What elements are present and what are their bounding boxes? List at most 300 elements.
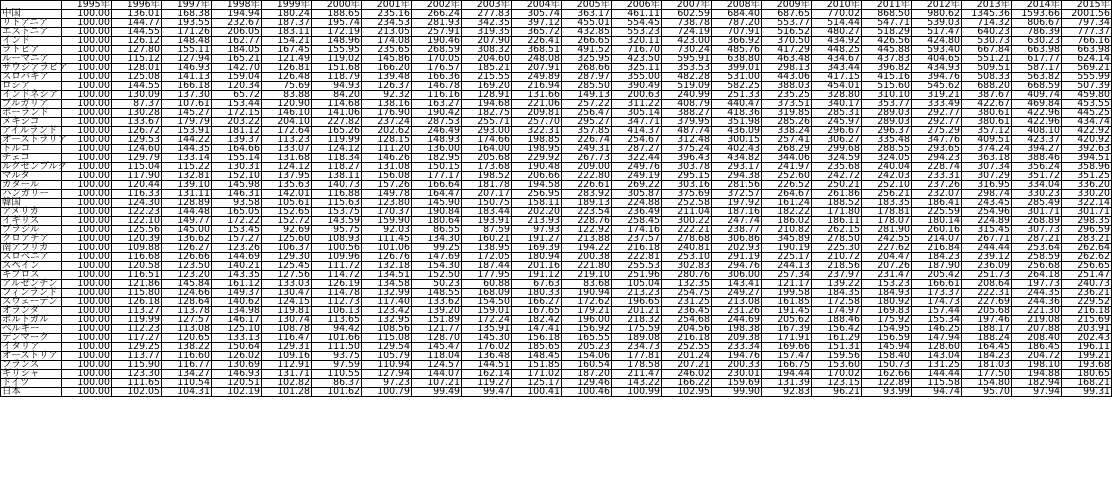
value-cell: 129.79 (112, 154, 162, 163)
country-cell: ドイツ (1, 379, 62, 388)
value-cell: 112.73 (312, 298, 362, 307)
value-cell: 330.20 (1062, 190, 1112, 199)
value-cell: 117.27 (112, 334, 162, 343)
value-cell: 127.94 (362, 370, 412, 379)
value-cell: 176.90 (362, 109, 412, 118)
value-cell: 145.98 (212, 181, 262, 190)
value-cell: 355.00 (612, 73, 662, 82)
value-cell: 208.64 (962, 280, 1012, 289)
value-cell: 226.41 (512, 37, 562, 46)
value-cell: 138.11 (312, 172, 362, 181)
value-cell: 189.13 (562, 199, 612, 208)
value-cell: 319.35 (462, 28, 512, 37)
value-cell: 157.27 (212, 235, 262, 244)
value-cell: 237.97 (812, 271, 862, 280)
value-cell: 180.33 (512, 289, 562, 298)
value-cell: 100.00 (62, 127, 112, 136)
value-cell: 126.18 (112, 298, 162, 307)
value-cell: 133.62 (412, 298, 462, 307)
value-cell: 281.90 (862, 226, 912, 235)
value-cell: 146.31 (212, 190, 262, 199)
value-cell: 366.92 (712, 37, 762, 46)
value-cell: 164.45 (962, 343, 1012, 352)
value-cell: 315.45 (962, 226, 1012, 235)
value-cell: 161.24 (762, 199, 812, 208)
value-cell: 252.55 (662, 343, 712, 352)
value-cell: 387.67 (962, 91, 1012, 100)
value-cell: 86.55 (412, 226, 462, 235)
value-cell: 118.04 (412, 352, 462, 361)
value-cell: 514.44 (812, 19, 862, 28)
value-cell: 153.45 (212, 226, 262, 235)
value-cell: 242.55 (862, 235, 912, 244)
value-cell: 182.94 (1012, 379, 1062, 388)
value-cell: 311.22 (612, 100, 662, 109)
value-cell: 554.45 (612, 19, 662, 28)
value-cell: 228.76 (562, 217, 612, 226)
value-cell: 539.03 (912, 19, 962, 28)
value-cell: 240.73 (1062, 280, 1112, 289)
value-cell: 147.94 (912, 334, 962, 343)
value-cell: 100.00 (62, 73, 112, 82)
value-cell: 164.66 (212, 145, 262, 154)
value-cell: 285.49 (1012, 199, 1062, 208)
value-cell: 300.22 (662, 217, 712, 226)
value-cell: 185.65 (512, 343, 562, 352)
value-cell: 264.67 (762, 190, 812, 199)
value-cell: 294.76 (712, 262, 762, 271)
value-cell: 177.81 (612, 352, 662, 361)
value-cell: 119.27 (462, 379, 512, 388)
value-cell: 766.16 (1062, 37, 1112, 46)
value-cell: 100.00 (62, 361, 112, 370)
value-cell: 139.10 (162, 181, 212, 190)
value-cell: 124.12 (312, 145, 362, 154)
value-cell: 312.48 (662, 136, 712, 145)
value-cell: 445.88 (862, 46, 912, 55)
country-cell: キプロス (1, 271, 62, 280)
value-cell: 225.17 (762, 253, 812, 262)
value-cell: 83.88 (262, 91, 312, 100)
value-cell: 324.05 (862, 154, 912, 163)
value-cell: 92.03 (362, 226, 412, 235)
value-cell: 133.07 (262, 145, 312, 154)
country-cell: カタール (1, 181, 62, 190)
value-cell: 223.54 (562, 208, 612, 217)
value-cell: 345.89 (762, 235, 812, 244)
value-cell: 177.95 (462, 271, 512, 280)
value-cell: 207.17 (462, 190, 512, 199)
country-cell: ロシア (1, 82, 62, 91)
year-header: 2014年 (1012, 1, 1062, 10)
value-cell: 232.07 (912, 190, 962, 199)
value-cell: 119.99 (112, 316, 162, 325)
value-cell: 111.20 (362, 145, 412, 154)
value-cell: 281.93 (412, 19, 462, 28)
value-cell: 130.09 (112, 91, 162, 100)
value-cell: 222.21 (662, 226, 712, 235)
value-cell: 233.31 (912, 172, 962, 181)
value-cell: 188.24 (962, 334, 1012, 343)
value-cell: 115.63 (312, 199, 362, 208)
value-cell: 117.90 (112, 172, 162, 181)
value-cell: 152.50 (412, 271, 462, 280)
value-cell: 227.62 (862, 244, 912, 253)
value-cell: 278.68 (662, 235, 712, 244)
value-cell: 131.11 (162, 190, 212, 199)
value-cell: 397.12 (512, 19, 562, 28)
value-cell: 148.96 (312, 37, 362, 46)
value-cell: 260.16 (912, 226, 962, 235)
value-cell: 256.47 (562, 109, 612, 118)
value-cell: 50.23 (412, 280, 462, 289)
value-cell: 183.11 (262, 28, 312, 37)
value-cell: 240.99 (662, 91, 712, 100)
value-cell: 131.39 (762, 379, 812, 388)
value-cell: 215.69 (1062, 316, 1112, 325)
value-cell: 151.31 (812, 343, 862, 352)
value-cell: 236.09 (962, 262, 1012, 271)
value-cell: 415.16 (862, 73, 912, 82)
value-cell: 153.91 (162, 127, 212, 136)
value-cell: 124.15 (262, 298, 312, 307)
country-cell: ルーマニア (1, 55, 62, 64)
value-cell: 237.57 (612, 235, 662, 244)
value-cell: 306.00 (712, 271, 762, 280)
value-cell: 200.38 (562, 253, 612, 262)
value-cell: 111.65 (112, 379, 162, 388)
value-cell: 295.15 (662, 172, 712, 181)
value-cell: 113.23 (262, 136, 312, 145)
value-cell: 198.52 (462, 172, 512, 181)
value-cell: 175.59 (612, 325, 662, 334)
value-cell: 256.21 (862, 190, 912, 199)
value-cell: 105.79 (362, 352, 412, 361)
value-cell: 255.71 (462, 118, 512, 127)
value-cell: 246.49 (412, 127, 462, 136)
country-cell: ギリシャ (1, 370, 62, 379)
value-cell: 663.98 (1012, 46, 1062, 55)
value-cell: 181.78 (462, 181, 512, 190)
value-cell: 160.21 (462, 235, 512, 244)
value-cell: 216.84 (912, 244, 962, 253)
value-cell: 125.08 (112, 73, 162, 82)
value-cell: 176.02 (462, 343, 512, 352)
value-cell: 167.39 (762, 325, 812, 334)
year-header: 2000年 (312, 1, 362, 10)
value-cell: 171.91 (762, 334, 812, 343)
value-cell: 191.12 (512, 271, 562, 280)
value-cell: 204.47 (862, 253, 912, 262)
value-cell: 183.35 (862, 199, 912, 208)
value-cell: 295.27 (562, 118, 612, 127)
value-cell: 547.71 (862, 19, 912, 28)
value-cell: 94.74 (912, 388, 962, 397)
value-cell: 124.57 (412, 361, 462, 370)
value-cell: 305.14 (612, 109, 662, 118)
value-cell: 303.16 (662, 181, 712, 190)
value-cell: 100.00 (62, 370, 112, 379)
value-cell: 236.49 (612, 208, 662, 217)
value-cell: 228.74 (912, 163, 962, 172)
value-cell: 159.69 (712, 379, 762, 388)
value-cell: 249.76 (612, 163, 662, 172)
value-cell: 208.40 (1012, 334, 1062, 343)
value-cell: 344.06 (762, 154, 812, 163)
value-cell: 372.57 (712, 190, 762, 199)
value-cell: 684.40 (712, 10, 762, 19)
value-cell: 172.24 (462, 316, 512, 325)
country-cell: ルクセンブルク (2, 161, 67, 172)
value-cell: 244.69 (712, 316, 762, 325)
value-cell: 135.91 (462, 325, 512, 334)
value-cell: 166.27 (512, 298, 562, 307)
value-cell: 167.45 (262, 46, 312, 55)
value-cell: 301.71 (1012, 208, 1062, 217)
value-cell: 519.09 (662, 82, 712, 91)
value-cell: 122.89 (862, 379, 912, 388)
value-cell: 202.93 (712, 244, 762, 253)
value-cell: 172.62 (562, 298, 612, 307)
value-cell: 195.74 (312, 19, 362, 28)
value-cell: 165.55 (562, 334, 612, 343)
value-cell: 307.73 (1012, 226, 1062, 235)
value-cell: 453.55 (1062, 100, 1112, 109)
value-cell: 95.70 (962, 388, 1012, 397)
value-cell: 113.27 (112, 307, 162, 316)
value-cell: 100.46 (562, 388, 612, 397)
value-cell: 100.00 (62, 64, 112, 73)
value-cell: 205.23 (562, 343, 612, 352)
value-cell: 159.56 (812, 352, 862, 361)
value-cell: 146.17 (212, 316, 262, 325)
country-cell: トルコ (1, 145, 62, 154)
value-cell: 145.90 (412, 199, 462, 208)
country-cell: アメリカ (1, 208, 62, 217)
value-cell: 216.18 (612, 244, 662, 253)
value-cell: 142.70 (212, 64, 262, 73)
country-cell: マルタ (1, 172, 62, 181)
value-cell: 100.00 (62, 172, 112, 181)
year-header: 2002年 (412, 1, 462, 10)
value-cell: 145.84 (162, 280, 212, 289)
value-cell: 132.95 (362, 316, 412, 325)
value-cell: 197.46 (962, 316, 1012, 325)
value-cell: 251.33 (712, 91, 762, 100)
value-cell: 436.09 (712, 127, 762, 136)
value-cell: 191.45 (762, 307, 812, 316)
value-cell: 122.10 (112, 217, 162, 226)
value-cell: 136.00 (412, 145, 462, 154)
value-cell: 257.70 (512, 118, 562, 127)
value-cell: 203.22 (212, 118, 262, 127)
year-header: 1996年 (112, 1, 162, 10)
value-cell: 417.29 (762, 46, 812, 55)
value-cell: 186.45 (1012, 343, 1062, 352)
value-cell: 184.23 (962, 352, 1012, 361)
value-cell: 123.26 (212, 244, 262, 253)
value-cell: 130.47 (262, 289, 312, 298)
country-cell: 南アフリカ (1, 244, 62, 253)
value-cell: 141.13 (162, 73, 212, 82)
value-cell: 143.04 (912, 352, 962, 361)
value-cell: 166.36 (412, 73, 462, 82)
value-cell: 144.44 (912, 370, 962, 379)
value-cell: 148.93 (412, 136, 462, 145)
value-cell: 140.21 (212, 262, 262, 271)
country-cell: ブルガリア (1, 100, 62, 109)
value-cell: 188.52 (812, 199, 862, 208)
value-cell: 127.94 (162, 55, 212, 64)
value-cell: 120.39 (112, 235, 162, 244)
value-cell: 319.21 (912, 91, 962, 100)
value-cell: 145.27 (162, 109, 212, 118)
value-cell: 132.35 (662, 280, 712, 289)
value-cell: 194.44 (762, 370, 812, 379)
value-cell: 67.63 (512, 280, 562, 289)
value-cell: 119.99 (312, 136, 362, 145)
value-cell: 213.05 (362, 28, 412, 37)
value-cell: 264.18 (1012, 271, 1062, 280)
value-cell: 120.44 (112, 181, 162, 190)
value-cell: 553.23 (612, 28, 662, 37)
value-cell: 117.40 (362, 298, 412, 307)
value-cell: 143.22 (612, 379, 662, 388)
value-cell: 93.58 (212, 199, 262, 208)
country-cell: オーストリア (1, 352, 62, 361)
value-cell: 116.77 (162, 361, 212, 370)
value-cell: 180.94 (512, 253, 562, 262)
value-cell: 249.27 (712, 289, 762, 298)
value-cell: 109.16 (262, 352, 312, 361)
value-cell: 277.83 (462, 10, 512, 19)
value-cell: 154.95 (862, 325, 912, 334)
value-cell: 420.92 (1062, 136, 1112, 145)
value-cell: 235.65 (362, 46, 412, 55)
value-cell: 197.92 (712, 199, 762, 208)
value-cell: 240.04 (862, 163, 912, 172)
value-cell: 116.88 (312, 190, 362, 199)
value-cell: 151.68 (312, 64, 362, 73)
value-cell: 2001.56 (1062, 10, 1112, 19)
value-cell: 170.02 (812, 370, 862, 379)
value-cell: 485.76 (712, 46, 762, 55)
value-cell: 100.00 (62, 334, 112, 343)
value-cell: 714.32 (962, 19, 1012, 28)
value-cell: 388.27 (662, 109, 712, 118)
value-cell: 408.79 (662, 100, 712, 109)
value-cell: 124.12 (262, 163, 312, 172)
value-cell: 60.88 (462, 280, 512, 289)
value-cell: 126.12 (112, 37, 162, 46)
value-cell: 226.61 (562, 181, 612, 190)
value-cell: 100.00 (62, 10, 112, 19)
value-cell: 171.02 (512, 370, 562, 379)
value-cell: 100.00 (62, 118, 112, 127)
value-cell: 107.61 (162, 100, 212, 109)
value-cell: 280.76 (662, 271, 712, 280)
value-cell: 306.27 (812, 136, 862, 145)
country-cell: ベルギー (1, 325, 62, 334)
value-cell: 388.03 (762, 82, 812, 91)
value-cell: 126.76 (362, 253, 412, 262)
year-header: 1999年 (262, 1, 312, 10)
value-cell: 116.68 (112, 253, 162, 262)
value-cell: 469.84 (1012, 100, 1062, 109)
value-cell: 422.92 (1062, 127, 1112, 136)
value-cell: 396.82 (862, 64, 912, 73)
year-header: 2013年 (962, 1, 1012, 10)
value-cell: 455.01 (562, 19, 612, 28)
country-cell: スウェーデン (1, 298, 62, 307)
value-cell: 190.42 (412, 109, 462, 118)
value-cell: 211.04 (662, 208, 712, 217)
value-cell: 258.59 (1012, 253, 1062, 262)
value-cell: 99.49 (412, 388, 462, 397)
value-cell: 142.01 (262, 190, 312, 199)
value-cell: 143.35 (212, 271, 262, 280)
value-cell: 145.47 (412, 343, 462, 352)
value-cell: 166.18 (162, 82, 212, 91)
value-cell: 100.00 (62, 145, 112, 154)
value-cell: 409.74 (1012, 91, 1062, 100)
value-cell: 144.22 (162, 136, 212, 145)
value-cell: 667.84 (962, 46, 1012, 55)
value-cell: 139.22 (812, 280, 862, 289)
value-cell: 119.81 (262, 307, 312, 316)
value-cell: 169.20 (462, 82, 512, 91)
value-cell: 116.33 (112, 190, 162, 199)
value-cell: 174.97 (812, 307, 862, 316)
value-cell: 145.86 (362, 55, 412, 64)
value-cell: 132.81 (162, 172, 212, 181)
value-cell: 275.29 (912, 127, 962, 136)
value-cell: 205.68 (962, 307, 1012, 316)
value-cell: 293.17 (712, 163, 762, 172)
value-cell: 207.88 (1012, 325, 1062, 334)
value-cell: 123.15 (812, 379, 862, 388)
value-cell: 242.03 (862, 172, 912, 181)
value-cell: 110.55 (312, 370, 362, 379)
value-cell: 111.50 (312, 343, 362, 352)
value-cell: 99.47 (462, 388, 512, 397)
value-cell: 187.16 (712, 208, 762, 217)
value-cell: 507.39 (1062, 82, 1112, 91)
value-cell: 374.24 (962, 145, 1012, 154)
value-cell: 100.00 (62, 298, 112, 307)
value-cell: 159.04 (212, 73, 262, 82)
value-cell: 333.49 (912, 100, 962, 109)
value-cell: 92.83 (762, 388, 812, 397)
value-cell: 593.40 (912, 46, 962, 55)
value-cell: 289.03 (862, 118, 912, 127)
value-cell: 172.15 (212, 109, 262, 118)
value-cell: 707.91 (712, 28, 762, 37)
year-header: 2011年 (862, 1, 912, 10)
value-cell: 300.15 (712, 136, 762, 145)
value-cell: 301.71 (1062, 208, 1112, 217)
value-cell: 357.85 (562, 127, 612, 136)
value-cell: 100.00 (62, 37, 112, 46)
value-cell: 365.72 (512, 28, 562, 37)
value-cell: 324.59 (812, 154, 862, 163)
value-cell: 434.82 (712, 154, 762, 163)
value-cell: 292.77 (912, 118, 962, 127)
country-cell: インドネシア (1, 91, 62, 100)
value-cell: 257.91 (412, 28, 462, 37)
value-cell: 158.40 (862, 352, 912, 361)
value-cell: 126.81 (262, 64, 312, 73)
